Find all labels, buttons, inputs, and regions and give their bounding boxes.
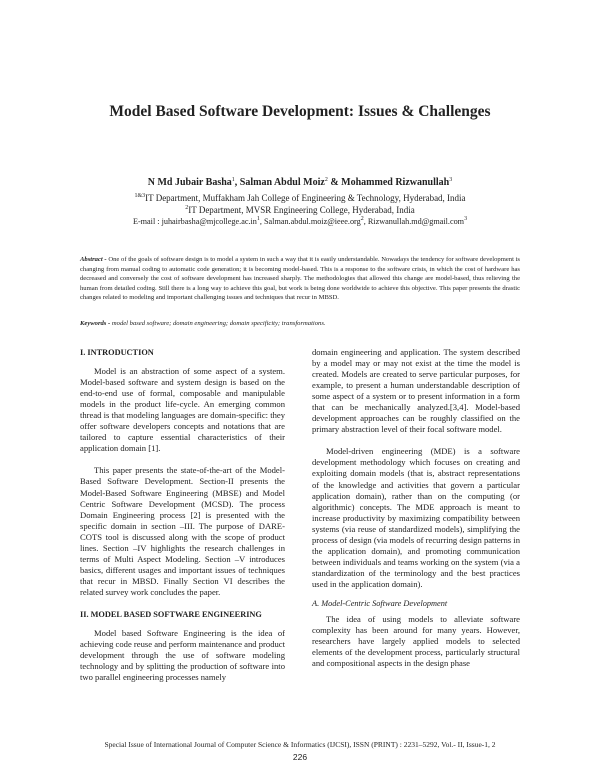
keywords-text: model based software; domain engineering; domain specificity; transformations.	[110, 320, 326, 327]
author-3-sup: 3	[449, 177, 453, 183]
section-1-heading: I. INTRODUCTION	[80, 348, 154, 357]
abstract-text: One of the goals of software design is to model a system in such a way that it is easily understandable. Nowadays the tendency for software development is changing from manual coding to automatic code generation; it is becoming model-based. This is a response to the software crisis, in which the cost of hardware has decreased and conversely the cost of software development has increased sharply. The methodologies that allowed this change are model-based, thus relieving the human from detailed coding. Still there is a long way to achieve this goal, but work is being done worldwide to achieve this objective. This paper presents the drastic changes related to modeling and important challenging issues and techniques that recur in MBSD.	[80, 256, 520, 302]
author-sep-2: &	[327, 177, 342, 188]
affiliation-1	[0, 193, 600, 203]
subsection-a-paragraph-1: The idea of using models to alleviate software complexity has been around for many years. However, researchers have largely applied models to selected elements of the development process, particularly structural and compositional aspects in the design phase	[312, 614, 520, 669]
author-3: Mohammed Rizwanullah	[341, 177, 450, 188]
affiliation-2-text: IT Department, MVSR Engineering College, Hyderabad, India	[188, 205, 415, 215]
paper-title: Model Based Software Development: Issues & Challenges	[109, 103, 491, 120]
email-sup-3: 3	[464, 216, 468, 222]
section-2-heading: II. MODEL BASED SOFTWARE ENGINEERING	[80, 609, 262, 619]
section-2-paragraph-1: Model based Software Engineering is the idea of achieving code reuse and perform maintenance and product development through the use of software modeling technology and by splitting the production of software into two parallel engineering processes namely	[80, 628, 285, 683]
subsection-a-heading: A. Model-Centric Software Development	[312, 598, 448, 608]
footer-citation: Special Issue of International Journal of Computer Science & Informatics (IJCSI), ISSN (PRINT) : 2231–5292, Vol.- II, Issue-1, 2	[104, 740, 496, 749]
right-column	[312, 347, 520, 669]
page-number: 226	[292, 752, 308, 762]
section-2-paragraph-2: Model-driven engineering (MDE) is a software development methodology which focuses on creating and exploiting domain models (that is, abstract representations of the knowledge and activities that govern a particular application domain), rather than on the computing (or algorithmic) concepts. The MDE approach is meant to increase productivity by maximizing compatibility between systems (via reuse of standardized models), simplifying the process of design (via models of recurring design patterns in the application domain), and promoting communication between individuals and teams working on the system (via a standardization of the terminology and the best practices used in the application domain).	[312, 446, 520, 589]
affiliation-1-sup: 1&3	[134, 193, 146, 199]
section-1-paragraph-1: Model is an abstraction of some aspect of a system. Model-based software and system design is based on the end-to-end use of formal, composable and manipulable models in the product life-cycle. An emerging common thread is that modeling languages are domain-specific: they offer software developers concepts and notations that are tailored to capture essential characteristics of their application domain [1].	[80, 366, 285, 454]
affiliation-1-text: IT Department, Muffakham Jah College of Engineering & Technology, Hyderabad, India	[145, 193, 466, 203]
author-list	[0, 177, 600, 188]
author-1-sup: 1	[231, 177, 235, 183]
author-1: N Md Jubair Basha	[147, 177, 232, 188]
abstract	[80, 255, 520, 303]
author-2: Salman Abdul Moiz	[239, 177, 325, 188]
affiliation-2-sup: 2	[185, 205, 189, 211]
email-line	[0, 216, 600, 226]
left-column	[80, 347, 285, 683]
section-1-paragraph-2: This paper presents the state-of-the-art of the Model-Based Software Development. Section-II presents the Model-Based Software Engineering (MBSE) and Model Centric Software Development (MCSD). The process Domain Engineering process [2] is presented with the specific domain in section –III. The purpose of DARE-COTS tool is discussed along with the scope of product lines. Section –IV highlights the research challenges in terms of Multi Aspect Modeling. Section –V introduces basics, different usages and important issues of techniques that recur in MBSD. Finally Section VI describes the related survey work concludes the paper.	[80, 465, 285, 597]
email-prefix: E-mail : juhairbasha@mjcollege.ac.in	[132, 217, 257, 226]
email-end: , Rizwanullah.md@gmail.com	[363, 217, 465, 226]
keywords	[80, 320, 520, 327]
email-sup-1: 1	[256, 216, 260, 222]
keywords-label: Keywords -	[80, 320, 111, 327]
section-2-paragraph-1-cont: domain engineering and application. The system described by a model may or may not exist at the time the model is created. Models are created to serve particular purposes, for example, to present a human understandable description of some aspect of a system or to present information in a form that can be mechanically analyzed.[3,4]. Model-based development approaches can be roughly classified on the primary abstraction level of their focal software model.	[312, 347, 520, 435]
affiliation-2	[0, 205, 600, 215]
abstract-label: Abstract -	[80, 256, 107, 263]
author-2-sup: 2	[324, 177, 328, 183]
email-sup-2: 2	[360, 216, 364, 222]
author-sep-1: ,	[234, 177, 240, 188]
email-mid: , Salman.abdul.moiz@ieee.org	[259, 217, 361, 226]
